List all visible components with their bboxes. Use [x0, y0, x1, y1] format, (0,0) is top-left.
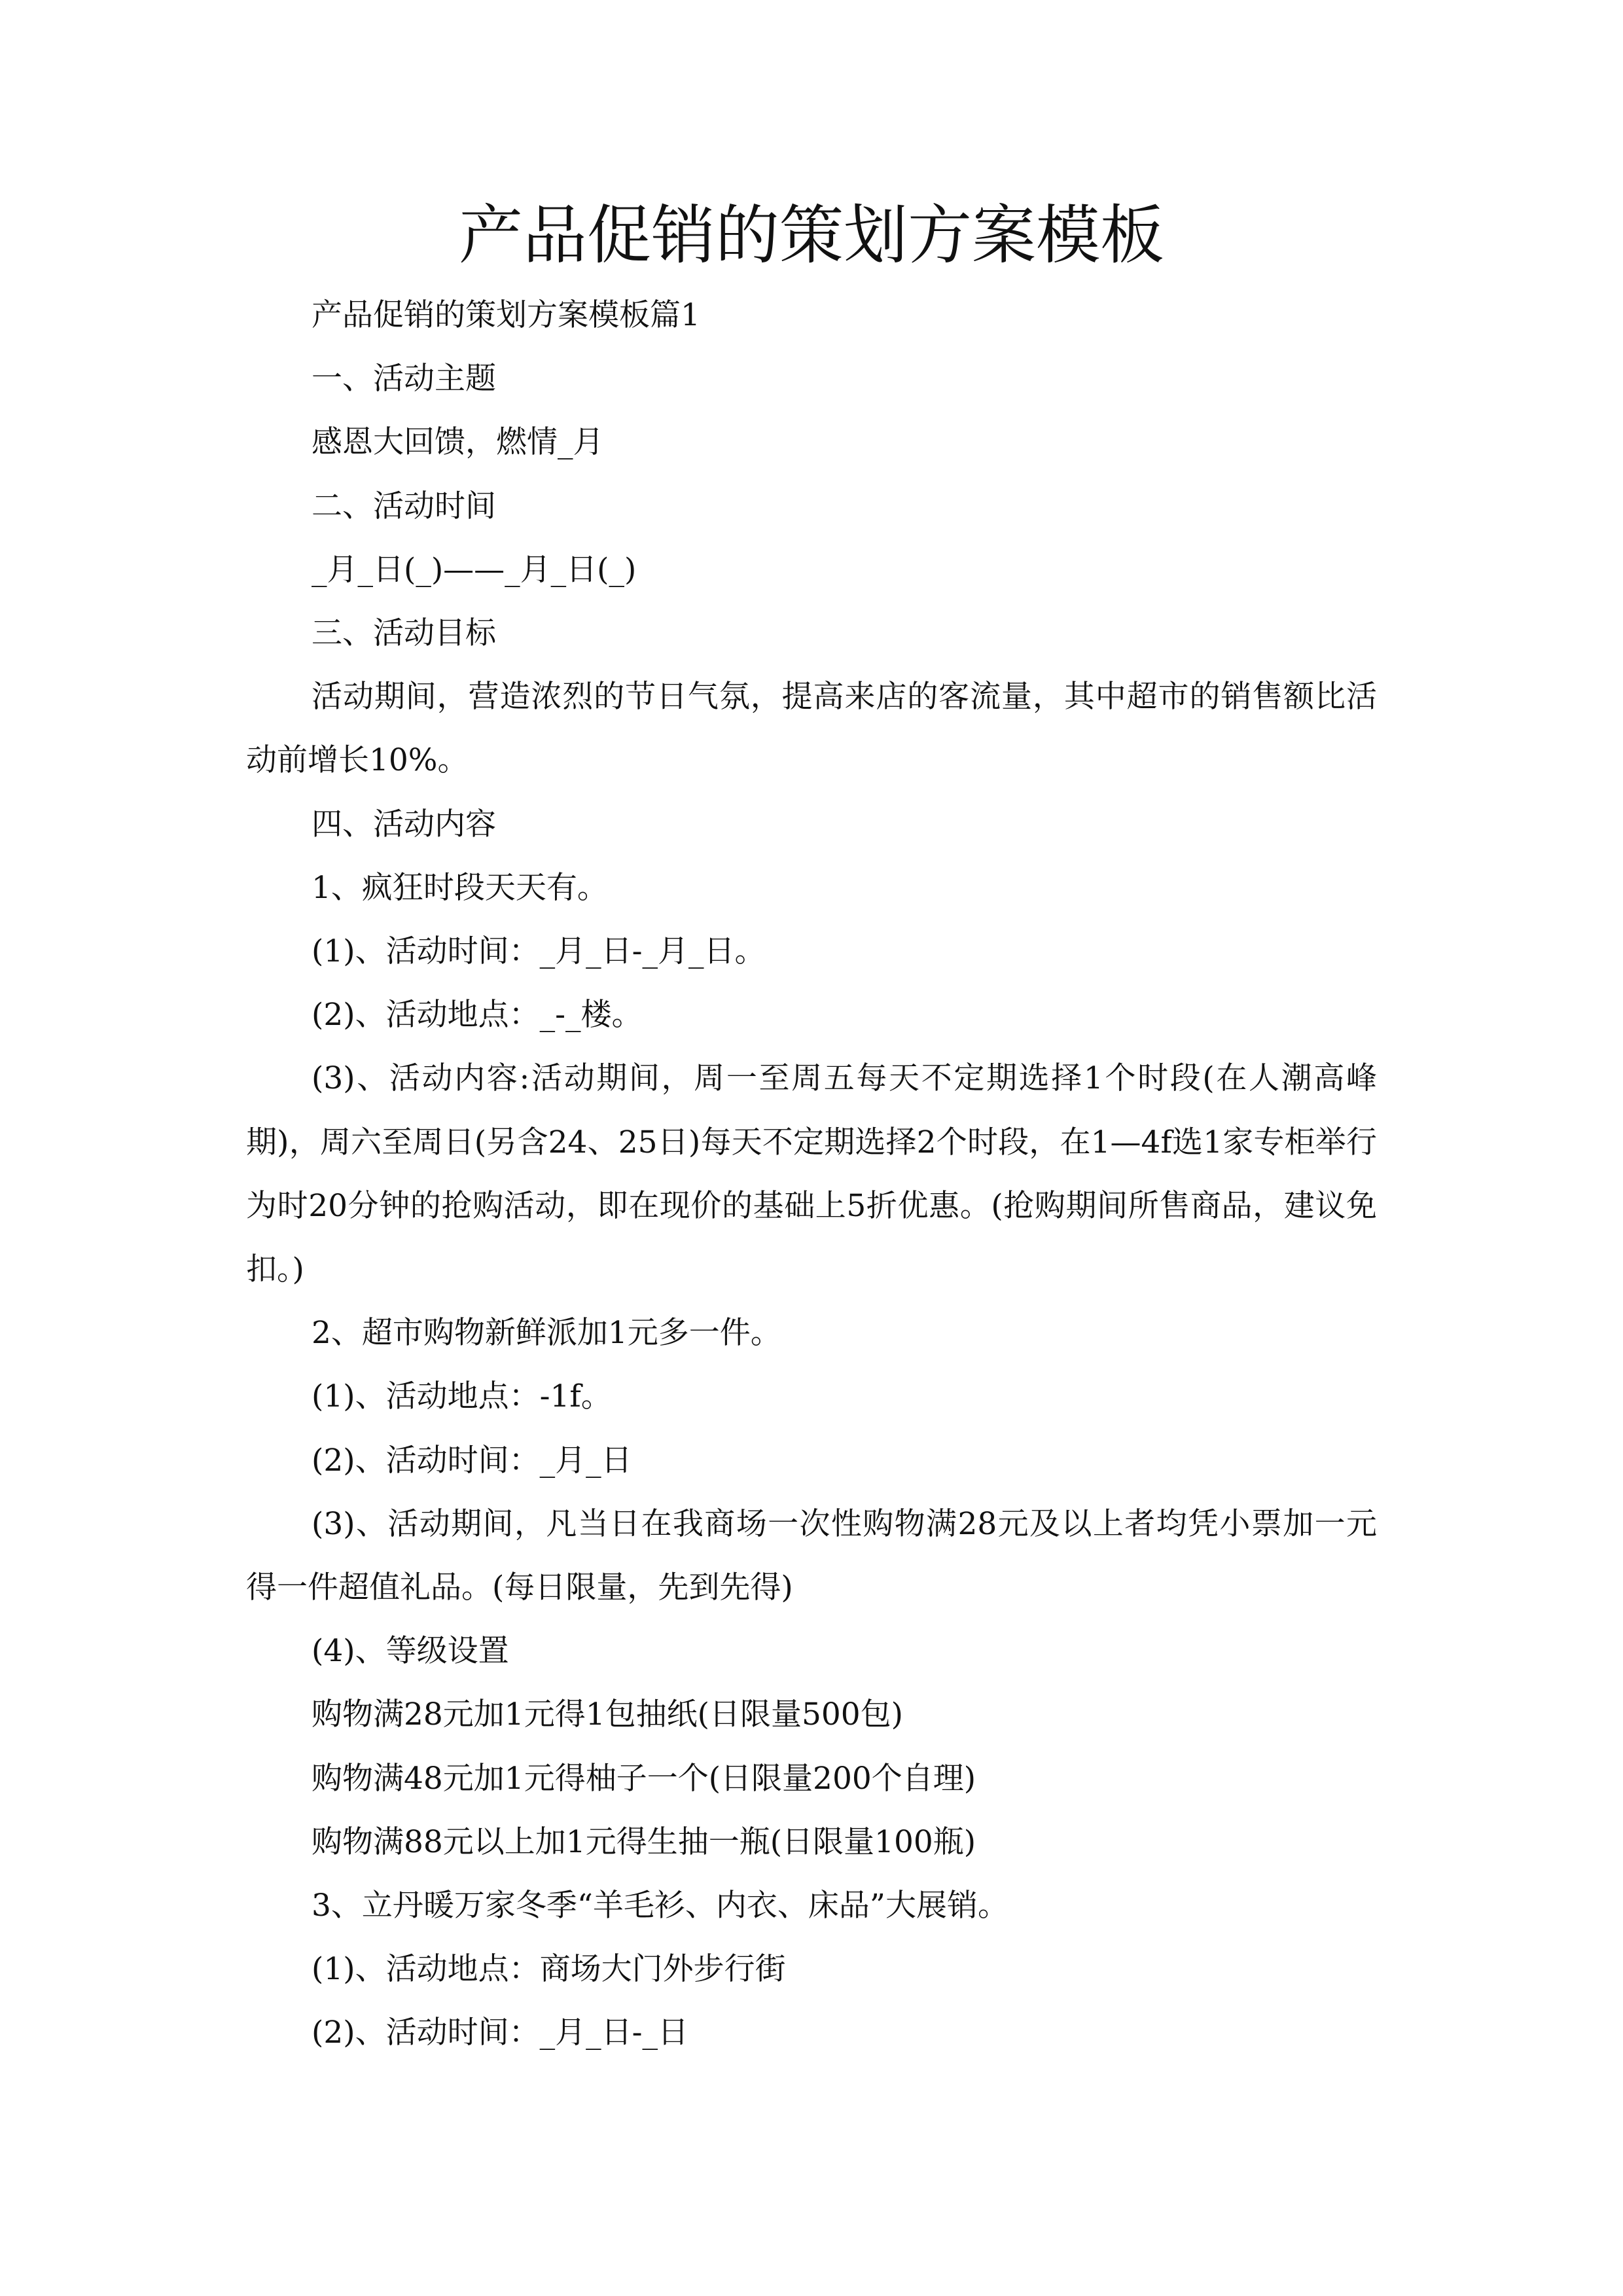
list-item: (2)、活动地点：_-_楼。: [312, 997, 643, 1033]
document-title: 产品促销的策划方案模板: [458, 198, 1164, 273]
section-heading-time: 二、活动时间: [312, 488, 496, 524]
section-heading-content: 四、活动内容: [312, 806, 496, 842]
paragraph: 感恩大回馈，燃情_月: [312, 424, 604, 461]
list-item: 2、超市购物新鲜派加1元多一件。: [312, 1315, 781, 1352]
section-heading-theme: 一、活动主题: [312, 361, 496, 397]
list-item: 购物满48元加1元得柚子一个(日限量200个自理): [312, 1760, 976, 1797]
list-item: (2)、活动时间：_月_日-_日: [312, 2015, 688, 2051]
list-item: 购物满28元加1元得1包抽纸(日限量500包): [312, 1696, 903, 1733]
list-item: 1、疯狂时段天天有。: [312, 869, 608, 906]
list-item: (3)、活动期间，凡当日在我商场一次性购物满28元及以上者均凭小票加一元得一件超值礼品。(每日限量，先到先得): [246, 1505, 1377, 1606]
list-item: 购物满88元以上加1元得生抽一瓶(日限量100瓶): [312, 1823, 976, 1860]
subtitle-paragraph: 产品促销的策划方案模板篇1: [312, 297, 700, 333]
document-body: [246, 283, 1377, 2065]
list-item: (3)、活动内容:活动期间，周一至周五每天不定期选择1个时段(在人潮高峰期)，周六至周日(另含24、25日)每天不定期选择2个时段，在1—4f选1家专柜举行为时20分钟的抢购活动，即在现价的基础上5折优惠。(抢购期间所售商品，建议免扣。): [246, 1060, 1377, 1288]
list-item: (1)、活动地点：商场大门外步行街: [312, 1951, 786, 1988]
paragraph: 活动期间，营造浓烈的节日气氛，提高来店的客流量，其中超市的销售额比活动前增长10%。: [246, 679, 1377, 779]
paragraph: _月_日(_)——_月_日(_): [312, 551, 637, 588]
section-heading-goal: 三、活动目标: [312, 615, 496, 652]
list-item: (1)、活动地点：-1f。: [312, 1378, 612, 1415]
list-item: (2)、活动时间：_月_日: [312, 1442, 632, 1479]
list-item: 3、立丹暖万家冬季“羊毛衫、内衣、床品”大展销。: [312, 1888, 1008, 1924]
list-item: (1)、活动时间：_月_日-_月_日。: [312, 933, 766, 970]
list-item: (4)、等级设置: [312, 1633, 509, 1670]
